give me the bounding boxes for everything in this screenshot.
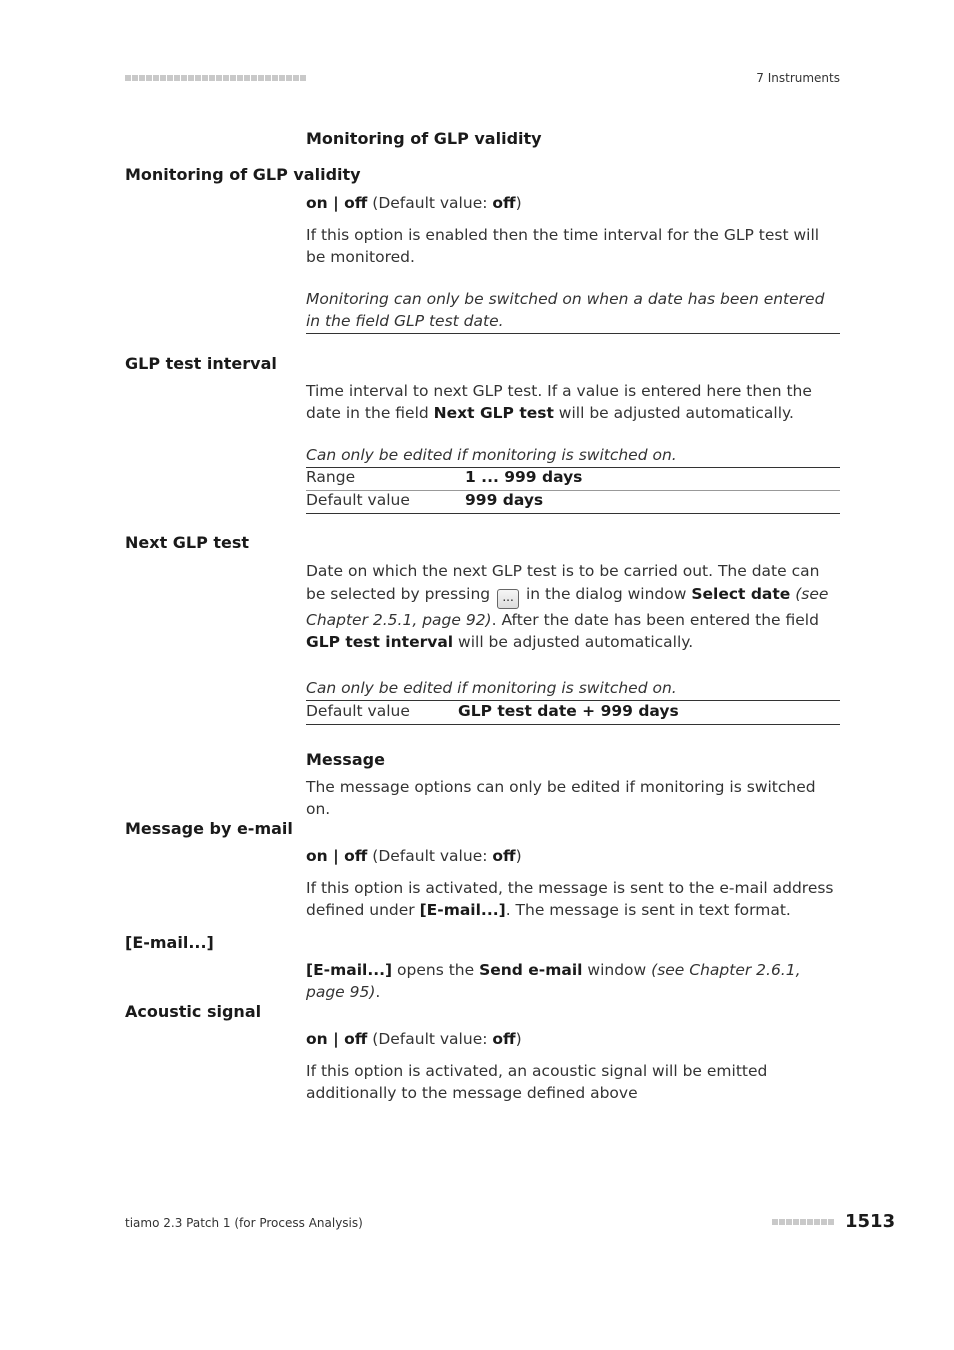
dot-mark xyxy=(258,75,264,81)
dot-mark xyxy=(800,1219,806,1225)
interval-default-value: 999 days xyxy=(465,491,544,509)
dot-mark xyxy=(807,1219,813,1225)
next-default-value: GLP test date + 999 days xyxy=(458,702,679,720)
dot-mark xyxy=(125,75,131,81)
acoustic-default-prefix: (Default value: xyxy=(372,1030,493,1048)
email-button-label: [E-mail...] xyxy=(125,933,214,952)
dot-mark xyxy=(132,75,138,81)
header-decoration xyxy=(125,75,306,81)
email-default-prefix: (Default value: xyxy=(372,847,493,865)
acoustic-default-value: off xyxy=(492,1030,516,1048)
dot-mark xyxy=(160,75,166,81)
monitoring-options xyxy=(306,192,840,214)
dot-mark xyxy=(202,75,208,81)
range-value: 1 ... 999 days xyxy=(465,468,583,486)
next-desc-reference[interactable]: (see Chapter 2.5.1, page 92) xyxy=(306,584,829,629)
dot-mark xyxy=(814,1219,820,1225)
dot-mark xyxy=(300,75,306,81)
next-test-label: Next GLP test xyxy=(125,533,250,552)
interval-desc-part: will be adjusted automatically. xyxy=(553,404,794,422)
dot-mark xyxy=(230,75,236,81)
monitoring-default-suffix: ) xyxy=(515,194,522,212)
message-title: Message xyxy=(306,750,385,769)
interval-desc-bold: Next GLP test xyxy=(433,404,554,422)
dot-mark xyxy=(223,75,229,81)
table-top-rule xyxy=(306,700,840,701)
dot-mark xyxy=(139,75,145,81)
monitoring-default-value: off xyxy=(492,194,516,212)
email-desc-part: . The message is sent in text format. xyxy=(505,901,791,919)
table-bottom-rule xyxy=(306,724,840,725)
email-button-description xyxy=(306,959,840,1003)
chapter-header: 7 Instruments xyxy=(756,71,840,85)
dot-mark xyxy=(195,75,201,81)
ellipsis-button-icon: ... xyxy=(497,589,519,609)
footer-product: tiamo 2.3 Patch 1 (for Process Analysis) xyxy=(125,1216,363,1230)
email-label: Message by e-mail xyxy=(125,819,293,838)
next-desc-bold: GLP test interval xyxy=(306,633,454,651)
interval-default-key: Default value xyxy=(306,491,410,509)
next-desc-part: . After the date has been entered the field xyxy=(491,610,819,629)
footer-decoration xyxy=(772,1219,834,1225)
dot-mark xyxy=(181,75,187,81)
dot-mark xyxy=(828,1219,834,1225)
interval-description xyxy=(306,380,840,424)
dot-mark xyxy=(237,75,243,81)
email-desc-part: If this option is activated, the message is sent to the e-mail address defined under xyxy=(306,879,834,919)
next-desc-bold: Select date xyxy=(691,584,791,603)
dot-mark xyxy=(793,1219,799,1225)
email-btn-desc-reference[interactable]: (see Chapter 2.6.1, page 95) xyxy=(306,961,801,1001)
range-key: Range xyxy=(306,468,356,486)
interval-label: GLP test interval xyxy=(125,354,277,373)
dot-mark xyxy=(153,75,159,81)
email-desc-bold: [E-mail...] xyxy=(419,901,506,919)
acoustic-description: If this option is activated, an acoustic signal will be emitted additionally to the message defined above xyxy=(306,1062,768,1102)
acoustic-options xyxy=(306,1028,840,1050)
dot-mark xyxy=(821,1219,827,1225)
next-default-key: Default value xyxy=(306,702,410,720)
monitoring-label: Monitoring of GLP validity xyxy=(125,165,361,184)
section-title: Monitoring of GLP validity xyxy=(306,129,542,148)
interval-note: Can only be edited if monitoring is switched on. xyxy=(306,446,677,464)
dot-mark xyxy=(779,1219,785,1225)
next-desc-part: Date on which the next GLP test is to be carried out. The date can be selected by pressing xyxy=(306,562,820,603)
message-description: The message options can only be edited if monitoring is switched on. xyxy=(306,778,816,818)
monitoring-description: If this option is enabled then the time interval for the GLP test will be monitored. xyxy=(306,226,820,266)
dot-mark xyxy=(174,75,180,81)
acoustic-label: Acoustic signal xyxy=(125,1002,262,1021)
dot-mark xyxy=(216,75,222,81)
dot-mark xyxy=(244,75,250,81)
next-test-note: Can only be edited if monitoring is switched on. xyxy=(306,679,677,697)
email-btn-desc-part: . xyxy=(375,983,381,1001)
dot-mark xyxy=(786,1219,792,1225)
email-default-value: off xyxy=(492,847,516,865)
monitoring-options-values: on | off xyxy=(306,194,368,212)
dot-mark xyxy=(188,75,194,81)
divider xyxy=(306,333,840,334)
dot-mark xyxy=(279,75,285,81)
acoustic-options-values: on | off xyxy=(306,1030,368,1048)
next-desc-part: in the dialog window xyxy=(521,584,692,603)
next-desc-part: will be adjusted automatically. xyxy=(453,633,694,651)
table-bottom-rule xyxy=(306,513,840,514)
page-number: 1513 xyxy=(845,1211,896,1232)
dot-mark xyxy=(772,1219,778,1225)
next-test-description xyxy=(306,560,840,654)
email-btn-desc-bold: [E-mail...] xyxy=(306,961,393,979)
email-description xyxy=(306,877,840,921)
monitoring-note: Monitoring can only be switched on when a date has been entered in the field GLP test date. xyxy=(306,290,825,330)
dot-mark xyxy=(293,75,299,81)
email-default-suffix: ) xyxy=(515,847,522,865)
interval-desc-part: Time interval to next GLP test. If a value is entered here then the date in the field xyxy=(306,382,812,422)
email-btn-desc-part: opens the xyxy=(392,961,480,979)
acoustic-default-suffix: ) xyxy=(515,1030,522,1048)
dot-mark xyxy=(209,75,215,81)
monitoring-default-prefix: (Default value: xyxy=(372,194,493,212)
email-btn-desc-bold: Send e-mail xyxy=(479,961,583,979)
dot-mark xyxy=(146,75,152,81)
dot-mark xyxy=(251,75,257,81)
dot-mark xyxy=(272,75,278,81)
dot-mark xyxy=(286,75,292,81)
email-btn-desc-part: window xyxy=(582,961,652,979)
email-options-values: on | off xyxy=(306,847,368,865)
dot-mark xyxy=(167,75,173,81)
dot-mark xyxy=(265,75,271,81)
email-options xyxy=(306,845,840,867)
